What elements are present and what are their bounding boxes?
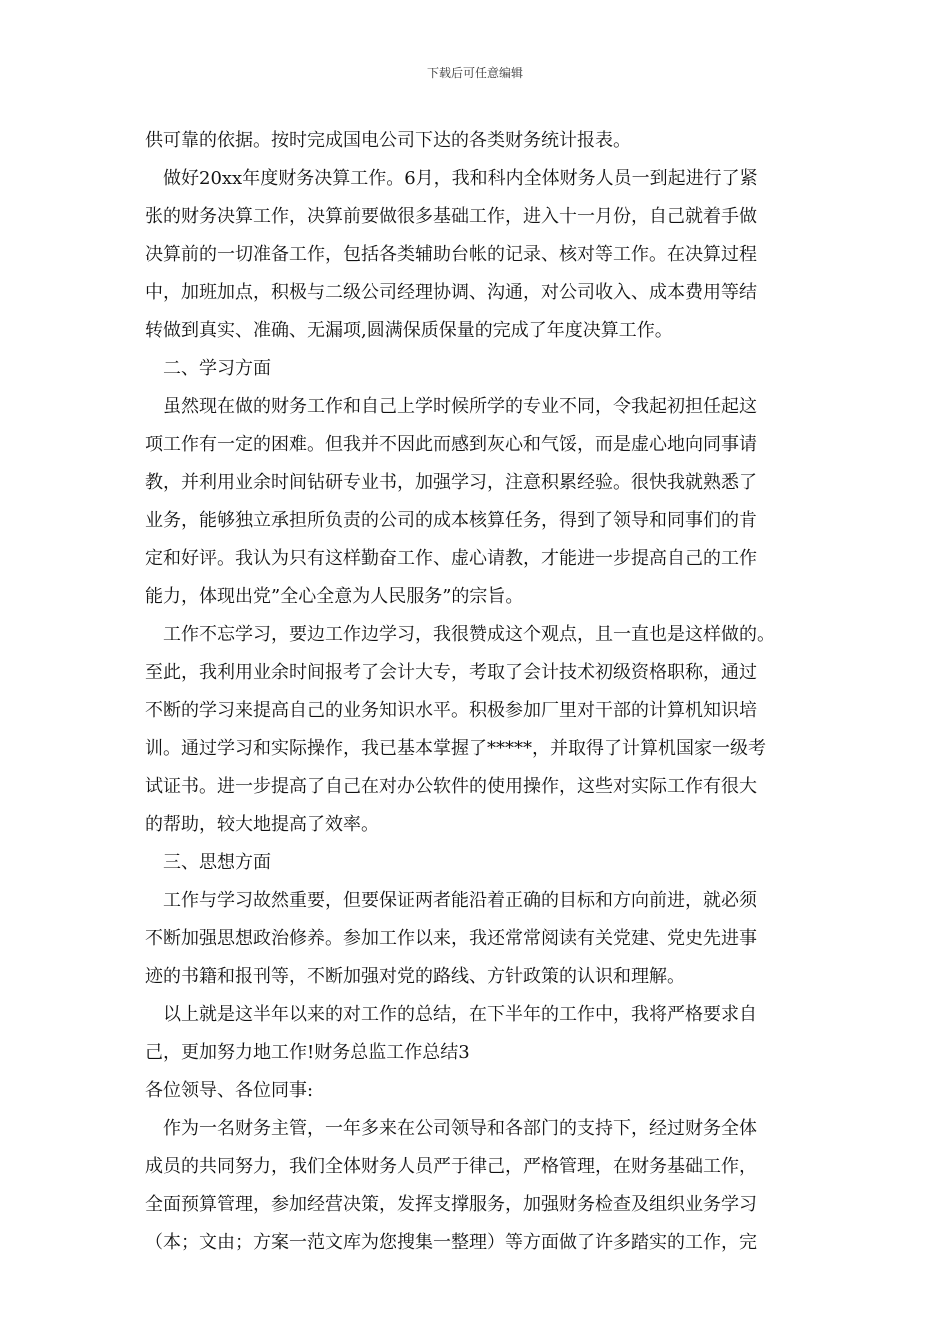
text-line: 定和好评。我认为只有这样勤奋工作、虚心请教，才能进一步提高自己的工作	[145, 548, 757, 569]
text-line: 己，更加努力地工作!财务总监工作总结3	[145, 1042, 470, 1063]
text-line: 训。通过学习和实际操作，我已基本掌握了*****，并取得了计算机国家一级考	[145, 738, 766, 759]
body-text	[145, 122, 810, 1262]
text-line: 不断的学习来提高自己的业务知识水平。积极参加厂里对干部的计算机知识培	[145, 700, 757, 721]
text-line: 至此，我利用业余时间报考了会计大专，考取了会计技术初级资格职称，通过	[145, 662, 757, 683]
text-line: 二、学习方面	[163, 358, 271, 379]
text-line: 能力，体现出党”全心全意为人民服务”的宗旨。	[145, 586, 524, 607]
text-line: 做好20xx年度财务决算工作。6月，我和科内全体财务人员一到起进行了紧	[163, 168, 758, 189]
text-line: 业务，能够独立承担所负责的公司的成本核算任务，得到了领导和同事们的肯	[145, 510, 757, 531]
text-line: 以上就是这半年以来的对工作的总结，在下半年的工作中，我将严格要求自	[163, 1004, 757, 1025]
text-line: 供可靠的依据。按时完成国电公司下达的各类财务统计报表。	[145, 130, 631, 151]
text-line: 决算前的一切准备工作，包括各类辅助台帐的记录、核对等工作。在决算过程	[145, 244, 757, 265]
text-line: 教，并利用业余时间钻研专业书，加强学习，注意积累经验。很快我就熟悉了	[145, 472, 757, 493]
text-line: 工作与学习故然重要，但要保证两者能沿着正确的目标和方向前进，就必须	[163, 890, 757, 911]
text-line: 工作不忘学习，要边工作边学习，我很赞成这个观点，且一直也是这样做的。	[163, 624, 775, 645]
text-line: 中，加班加点，积极与二级公司经理协调、沟通，对公司收入、成本费用等结	[145, 282, 757, 303]
text-line: 转做到真实、准确、无漏项,圆满保质保量的完成了年度决算工作。	[145, 320, 673, 341]
text-line: 的帮助，较大地提高了效率。	[145, 814, 379, 835]
page-header: 下载后可任意编辑	[426, 66, 523, 80]
text-line: （本；文由；方案一范文库为您搜集一整理）等方面做了许多踏实的工作，完	[145, 1232, 757, 1253]
text-line: 迹的书籍和报刊等，不断加强对党的路线、方针政策的认识和理解。	[145, 966, 685, 987]
text-line: 三、思想方面	[163, 852, 271, 873]
text-line: 作为一名财务主管，一年多来在公司领导和各部门的支持下，经过财务全体	[163, 1118, 757, 1139]
text-line: 各位领导、各位同事:	[145, 1080, 314, 1101]
text-line: 虽然现在做的财务工作和自己上学时候所学的专业不同，令我起初担任起这	[163, 396, 757, 417]
text-line: 成员的共同努力，我们全体财务人员严于律己，严格管理，在财务基础工作，	[145, 1156, 757, 1177]
text-line: 全面预算管理，参加经营决策，发挥支撑服务，加强财务检查及组织业务学习	[145, 1194, 757, 1215]
text-line: 张的财务决算工作，决算前要做很多基础工作，进入十一月份，自己就着手做	[145, 206, 757, 227]
text-line: 试证书。进一步提高了自己在对办公软件的使用操作，这些对实际工作有很大	[145, 776, 757, 797]
text-line: 项工作有一定的困难。但我并不因此而感到灰心和气馁，而是虚心地向同事请	[145, 434, 757, 455]
text-line: 不断加强思想政治修养。参加工作以来，我还常常阅读有关党建、党史先进事	[145, 928, 757, 949]
